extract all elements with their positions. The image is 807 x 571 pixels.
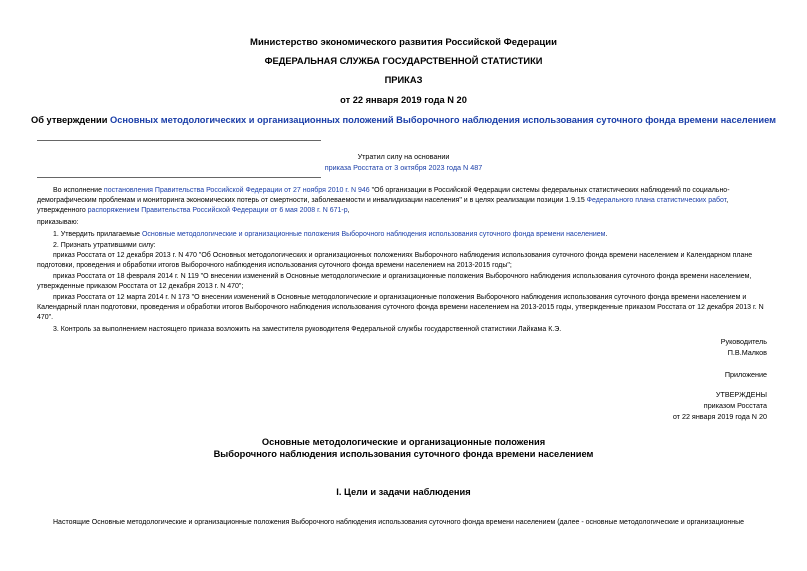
order-date-number: от 22 января 2019 года N 20	[340, 95, 467, 105]
preamble-link-resolution[interactable]: постановления Правительства Российской Федерации от 27 ноября 2010 г. N 946	[103, 187, 370, 194]
doc-type-heading: ПРИКАЗ	[384, 75, 423, 85]
preamble-link-federal-plan[interactable]: Федерального плана статистических работ	[586, 197, 727, 204]
section-1-heading: I. Цели и задачи наблюдения	[336, 487, 471, 497]
item-3: 3. Контроль за выполнением настоящего приказа возложить на заместителя руководителя Федеральной службы государственной статистики Лайкама К.Э.	[53, 326, 562, 333]
ministry-heading: Министерство экономического развития Российской Федерации	[250, 37, 557, 48]
preamble-link-decree[interactable]: распоряжением Правительства Российской Федерации от 6 мая 2008 г. N 671-р	[87, 207, 348, 214]
signature-name: П.В.Малков	[727, 348, 767, 357]
preamble-text-3: и в целях реализации позиции 1.9.15	[461, 197, 587, 204]
appendix-label: Приложение	[724, 370, 767, 379]
section-1-first-line: Настоящие Основные методологические и организационные положения Выборочного наблюдения использования суточного фонда времени населением (далее - основные методологические и организационные	[53, 519, 745, 526]
service-heading: ФЕДЕРАЛЬНАЯ СЛУЖБА ГОСУДАРСТВЕННОЙ СТАТИСТИКИ	[264, 56, 543, 66]
preamble-paragraph	[37, 186, 767, 216]
item-2-c: приказ Росстата от 12 марта 2014 г. N 173 "О внесении изменений в Основные методологические и организационные положения Выборочного наблюдения использования суточного фонда времени населением и Календарный план подготовки, проведения и обработки итогов Выборочного наблюдения использования суточного фонда времени населением на 2013-2015 годы, утвержденные приказом Росстата от 12 декабря 2013 г. N 470".	[37, 294, 764, 321]
item-1	[37, 230, 767, 240]
order-title-link[interactable]: Основных методологических и организационных положений Выборочного наблюдения использования суточного фонда времени населением	[110, 115, 776, 125]
item-1-suffix: .	[605, 231, 608, 238]
item-1-link[interactable]: Основные методологические и организационные положения Выборочного наблюдения использования суточного фонда времени населением	[141, 231, 606, 238]
signature-position: Руководитель	[720, 337, 767, 346]
order-word: приказываю:	[37, 219, 79, 226]
separator-line-2	[37, 177, 321, 178]
separator-line	[37, 140, 321, 141]
item-1-prefix: 1. Утвердить прилагаемые	[53, 231, 142, 238]
appendix-title-line2: Выборочного наблюдения использования суточного фонда времени населением	[213, 449, 594, 459]
item-2: 2. Признать утратившими силу:	[53, 242, 156, 249]
appendix-by-order: приказом Росстата	[703, 401, 767, 410]
appendix-title-line1: Основные методологические и организационные положения	[261, 437, 546, 447]
preamble-text-1: Во исполнение	[53, 187, 104, 194]
status-note-line1: Утратил силу на основании	[357, 152, 450, 161]
order-title	[0, 115, 807, 125]
preamble-text-2: "Об организации в Российской Федерации системы федеральных статистических наблюдений по социально-демографическим проблемам и мониторинга экономических потерь от смертности, заболеваемости и инвалидизации населения"	[37, 187, 730, 204]
preamble-text-5: ,	[347, 207, 350, 214]
status-note-link[interactable]: приказа Росстата от 3 октября 2023 года N 487	[324, 163, 483, 172]
order-title-prefix: Об утверждении	[31, 115, 111, 125]
item-2-b: приказ Росстата от 18 февраля 2014 г. N 119 "О внесении изменений в Основные методологические и организационные положения Выборочного наблюдения использования суточного фонда времени населением, утвержденные приказом Росстата от 12 декабря 2013 г. N 470";	[37, 273, 752, 290]
preamble-text-4: , утвержденного	[37, 197, 729, 214]
appendix-order-date: от 22 января 2019 года N 20	[672, 412, 767, 421]
item-2-a: приказ Росстата от 12 декабря 2013 г. N 470 "Об Основных методологических и организационных положениях Выборочного наблюдения использования суточного фонда времени населением и Календарном плане подготовки, проведения и обработки итогов Выборочного наблюдения использования суточного фонда времени населением на 2013-2015 годы";	[37, 252, 753, 269]
appendix-approved: УТВЕРЖДЕНЫ	[715, 390, 767, 399]
